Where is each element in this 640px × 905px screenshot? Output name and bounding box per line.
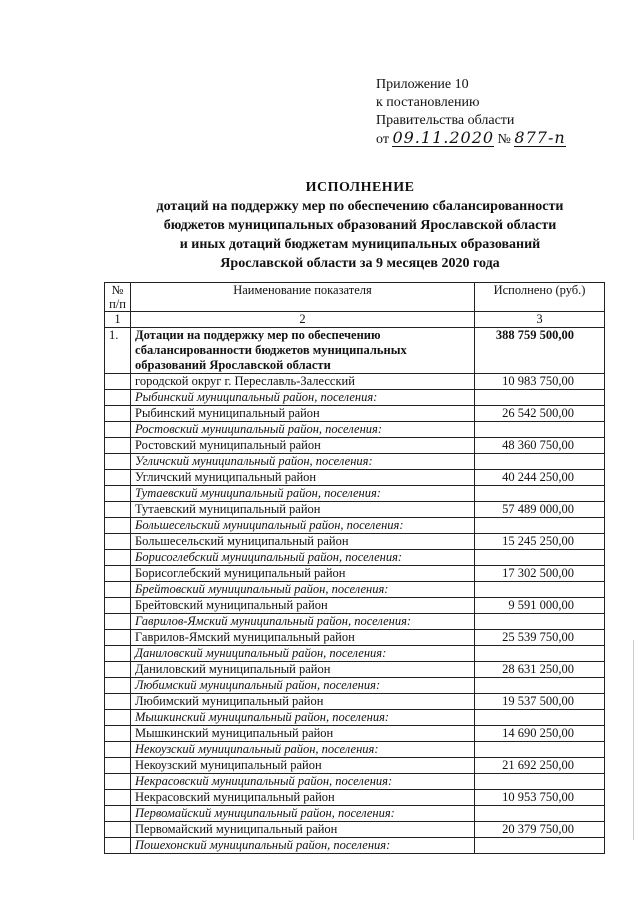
appendix-line4 xyxy=(376,130,566,149)
row-num-cell xyxy=(105,598,131,614)
row-name: городской округ г. Переславль-Залесский xyxy=(131,374,475,390)
row-num-cell xyxy=(105,550,131,566)
row-value: 10 983 750,00 xyxy=(475,374,605,390)
appendix-line2: к постановлению xyxy=(376,95,480,110)
appendix-line1: Приложение 10 xyxy=(376,77,469,92)
appendix-block xyxy=(376,76,566,149)
title-line0: ИСПОЛНЕНИЕ xyxy=(305,180,415,195)
row-value: 17 302 500,00 xyxy=(475,566,605,582)
table-row xyxy=(105,806,605,822)
table-row xyxy=(105,502,605,518)
row-name: Брейтовский муниципальный район, поселения: xyxy=(131,582,475,598)
header-num: № п/п xyxy=(105,283,131,312)
row-value xyxy=(475,742,605,758)
row-num-cell xyxy=(105,502,131,518)
row-name: Любимский муниципальный район xyxy=(131,694,475,710)
row-value xyxy=(475,774,605,790)
title-line3: и иных дотаций бюджетам муниципальных образований xyxy=(179,237,541,252)
main-row-name: Дотации на поддержку мер по обеспечению сбалансированности бюджетов муниципальных образований Ярославской области xyxy=(131,328,475,374)
table-row xyxy=(105,390,605,406)
row-value xyxy=(475,710,605,726)
title-line2: бюджетов муниципальных образований Ярославской области xyxy=(163,218,557,233)
decree-date: 09.11.2020 xyxy=(392,128,495,147)
row-num-cell xyxy=(105,518,131,534)
row-num-cell xyxy=(105,582,131,598)
table-row xyxy=(105,422,605,438)
table-header-row xyxy=(105,283,605,312)
row-value: 28 631 250,00 xyxy=(475,662,605,678)
row-value xyxy=(475,678,605,694)
row-num-cell xyxy=(105,566,131,582)
row-num-cell xyxy=(105,822,131,838)
row-value xyxy=(475,422,605,438)
main-row-num: 1. xyxy=(105,328,131,374)
row-name: Борисоглебский муниципальный район, поселения: xyxy=(131,550,475,566)
row-num-cell xyxy=(105,422,131,438)
row-num-cell xyxy=(105,614,131,630)
table-row xyxy=(105,406,605,422)
table-row xyxy=(105,614,605,630)
row-name: Первомайский муниципальный район, поселения: xyxy=(131,806,475,822)
row-num-cell xyxy=(105,726,131,742)
table-row xyxy=(105,454,605,470)
row-value: 26 542 500,00 xyxy=(475,406,605,422)
execution-table xyxy=(104,282,605,854)
table-row xyxy=(105,790,605,806)
row-value: 9 591 000,00 xyxy=(475,598,605,614)
header-value: Исполнено (руб.) xyxy=(475,283,605,312)
row-num-cell xyxy=(105,374,131,390)
row-value xyxy=(475,838,605,854)
row-name: Гаврилов-Ямский муниципальный район, поселения: xyxy=(131,614,475,630)
table-row xyxy=(105,470,605,486)
colnum-3: 3 xyxy=(475,312,605,328)
row-name: Тутаевский муниципальный район xyxy=(131,502,475,518)
row-value: 21 692 250,00 xyxy=(475,758,605,774)
row-name: Ростовский муниципальный район xyxy=(131,438,475,454)
row-num-cell xyxy=(105,534,131,550)
main-row-value: 388 759 500,00 xyxy=(475,328,605,374)
row-num-cell xyxy=(105,758,131,774)
row-name: Первомайский муниципальный район xyxy=(131,822,475,838)
table-row xyxy=(105,486,605,502)
table-row xyxy=(105,582,605,598)
row-value: 57 489 000,00 xyxy=(475,502,605,518)
row-value xyxy=(475,486,605,502)
row-name: Пошехонский муниципальный район, поселения: xyxy=(131,838,475,854)
row-name: Любимский муниципальный район, поселения: xyxy=(131,678,475,694)
row-num-cell xyxy=(105,678,131,694)
row-num-cell xyxy=(105,390,131,406)
colnum-2: 2 xyxy=(131,312,475,328)
row-value xyxy=(475,646,605,662)
row-name: Рыбинский муниципальный район xyxy=(131,406,475,422)
document-title xyxy=(100,178,620,273)
row-num-cell xyxy=(105,470,131,486)
row-value: 48 360 750,00 xyxy=(475,438,605,454)
row-name: Рыбинский муниципальный район, поселения: xyxy=(131,390,475,406)
table-row xyxy=(105,774,605,790)
column-number-row xyxy=(105,312,605,328)
row-value: 25 539 750,00 xyxy=(475,630,605,646)
row-value: 15 245 250,00 xyxy=(475,534,605,550)
row-name: Некоузский муниципальный район xyxy=(131,758,475,774)
row-name: Мышкинский муниципальный район, поселения: xyxy=(131,710,475,726)
row-value: 14 690 250,00 xyxy=(475,726,605,742)
row-name: Угличский муниципальный район, поселения: xyxy=(131,454,475,470)
table-row xyxy=(105,646,605,662)
table-row xyxy=(105,374,605,390)
table-row xyxy=(105,678,605,694)
table-row xyxy=(105,566,605,582)
row-value xyxy=(475,518,605,534)
row-name: Брейтовский муниципальный район xyxy=(131,598,475,614)
row-name: Некоузский муниципальный район, поселения: xyxy=(131,742,475,758)
row-num-cell xyxy=(105,406,131,422)
colnum-1: 1 xyxy=(105,312,131,328)
row-num-cell xyxy=(105,710,131,726)
row-value xyxy=(475,550,605,566)
title-line1: дотаций на поддержку мер по обеспечению сбалансированности xyxy=(156,199,564,214)
row-num-cell xyxy=(105,662,131,678)
table-row xyxy=(105,534,605,550)
row-name: Мышкинский муниципальный район xyxy=(131,726,475,742)
row-value xyxy=(475,614,605,630)
row-num-cell xyxy=(105,438,131,454)
row-num-cell xyxy=(105,454,131,470)
scan-edge-line xyxy=(633,640,634,840)
row-num-cell xyxy=(105,774,131,790)
row-num-cell xyxy=(105,486,131,502)
table-row xyxy=(105,742,605,758)
row-num-cell xyxy=(105,790,131,806)
table-row xyxy=(105,630,605,646)
row-value: 19 537 500,00 xyxy=(475,694,605,710)
title-line4: Ярославской области за 9 месяцев 2020 года xyxy=(220,256,500,271)
row-value xyxy=(475,582,605,598)
appendix-line3: Правительства области xyxy=(376,113,515,128)
row-num-cell xyxy=(105,742,131,758)
row-num-cell xyxy=(105,838,131,854)
table-row xyxy=(105,822,605,838)
row-num-cell xyxy=(105,646,131,662)
table-row xyxy=(105,598,605,614)
row-name: Некрасовский муниципальный район, поселения: xyxy=(131,774,475,790)
table-row xyxy=(105,758,605,774)
table-row xyxy=(105,662,605,678)
number-label: № xyxy=(497,132,511,147)
row-name: Некрасовский муниципальный район xyxy=(131,790,475,806)
row-num-cell xyxy=(105,630,131,646)
row-value xyxy=(475,454,605,470)
row-name: Большесельский муниципальный район, поселения: xyxy=(131,518,475,534)
main-row xyxy=(105,328,605,374)
row-num-cell xyxy=(105,694,131,710)
table-row xyxy=(105,710,605,726)
row-name: Даниловский муниципальный район, поселения: xyxy=(131,646,475,662)
table-row xyxy=(105,694,605,710)
row-value xyxy=(475,806,605,822)
row-name: Гаврилов-Ямский муниципальный район xyxy=(131,630,475,646)
table-row xyxy=(105,438,605,454)
from-label: от xyxy=(376,132,389,147)
row-value: 20 379 750,00 xyxy=(475,822,605,838)
table-row xyxy=(105,518,605,534)
row-name: Борисоглебский муниципальный район xyxy=(131,566,475,582)
row-value: 10 953 750,00 xyxy=(475,790,605,806)
header-name: Наименование показателя xyxy=(131,283,475,312)
row-value xyxy=(475,390,605,406)
table-row xyxy=(105,838,605,854)
row-name: Угличский муниципальный район xyxy=(131,470,475,486)
table-row xyxy=(105,550,605,566)
table-row xyxy=(105,726,605,742)
row-num-cell xyxy=(105,806,131,822)
row-name: Тутаевский муниципальный район, поселения: xyxy=(131,486,475,502)
decree-number: 877-п xyxy=(514,128,566,147)
row-name: Даниловский муниципальный район xyxy=(131,662,475,678)
row-name: Ростовский муниципальный район, поселения: xyxy=(131,422,475,438)
row-value: 40 244 250,00 xyxy=(475,470,605,486)
row-name: Большесельский муниципальный район xyxy=(131,534,475,550)
